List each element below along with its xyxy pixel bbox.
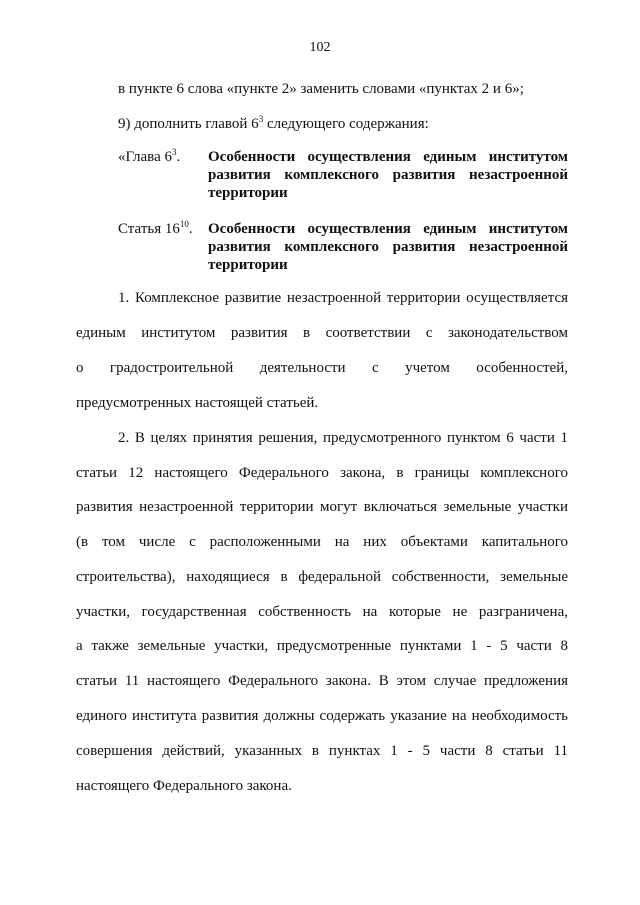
article-label bbox=[118, 220, 193, 238]
paragraph-1-line: о градостроительной деятельности с учетом особенностей, bbox=[76, 360, 568, 376]
chapter-label-text: «Глава 6 bbox=[118, 149, 172, 165]
amendment-line-2-rest: следующего содержания: bbox=[263, 116, 429, 132]
chapter-heading bbox=[118, 148, 568, 204]
amendment-line-2 bbox=[118, 115, 429, 133]
chapter-title: Особенности осуществления единым институтом развития комплексного развития незастроенной территории bbox=[208, 149, 568, 201]
amendment-line-1: в пункте 6 слова «пункте 2» заменить словами «пунктах 2 и 6»; bbox=[118, 81, 524, 97]
paragraph-2-line: строительства), находящиеся в федеральной собственности, земельные bbox=[76, 569, 568, 585]
article-label-dot: . bbox=[188, 221, 193, 237]
paragraph-1-line: предусмотренных настоящей статьей. bbox=[76, 395, 319, 411]
page-number: 102 bbox=[309, 40, 331, 55]
paragraph-2-line: 2. В целях принятия решения, предусмотренного пунктом 6 части 1 bbox=[118, 430, 568, 446]
paragraph-2-line: (в том числе с расположенными на них объектами капитального bbox=[76, 534, 568, 550]
paragraph-1-line: единым институтом развития в соответствии с законодательством bbox=[76, 325, 568, 341]
amendment-line-2-text: 9) дополнить главой 6 bbox=[118, 116, 259, 132]
article-title: Особенности осуществления единым институтом развития комплексного развития незастроенной территории bbox=[208, 221, 568, 273]
paragraph-2-line: единого института развития должны содержать указание на необходимость bbox=[76, 708, 568, 724]
article-label-sup: 10 bbox=[179, 219, 189, 229]
article-label-text: Статья 16 bbox=[118, 221, 180, 237]
paragraph-2-line: а также земельные участки, предусмотренные пунктами 1 - 5 части 8 bbox=[76, 638, 568, 654]
paragraph-2-line: статьи 12 настоящего Федерального закона, в границы комплексного bbox=[76, 465, 568, 481]
paragraph-2-line: развития незастроенной территории могут включаться земельные участки bbox=[76, 499, 568, 515]
paragraph-2-line: совершения действий, указанных в пунктах 1 - 5 части 8 статьи 11 bbox=[76, 743, 568, 759]
chapter-label bbox=[118, 148, 180, 166]
paragraph-2-line: участки, государственная собственность на которые не разграничена, bbox=[76, 604, 568, 620]
amendment-line-2-sup: 3 bbox=[258, 114, 264, 124]
paragraph-2-line: настоящего Федерального закона. bbox=[76, 778, 292, 794]
paragraph-2-line: статьи 11 настоящего Федерального закона. В этом случае предложения bbox=[76, 673, 568, 689]
chapter-label-sup: 3 bbox=[171, 147, 177, 157]
article-heading bbox=[118, 220, 568, 276]
chapter-label-dot: . bbox=[176, 149, 181, 165]
paragraph-1-line: 1. Комплексное развитие незастроенной территории осуществляется bbox=[118, 290, 568, 306]
